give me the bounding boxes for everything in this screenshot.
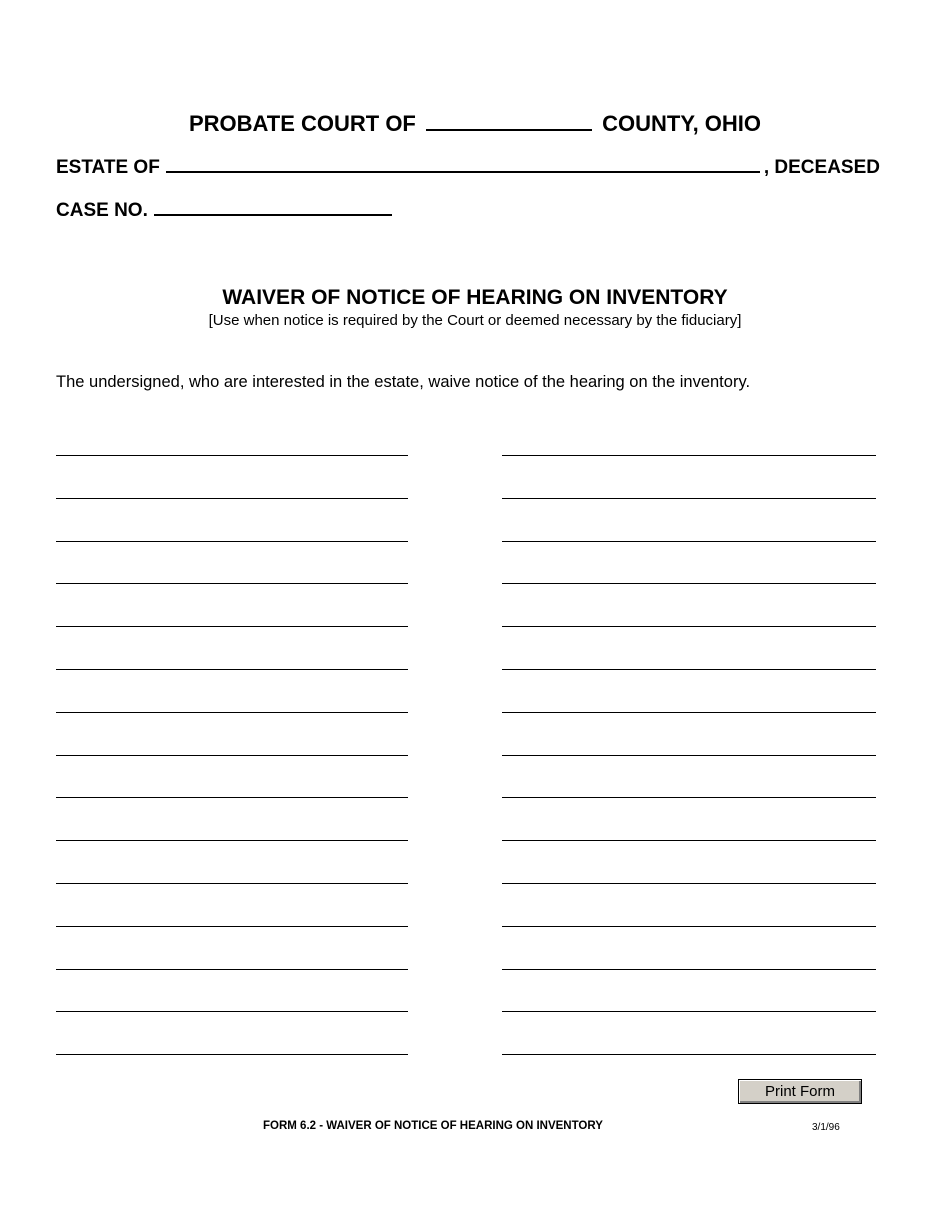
- signature-line-right[interactable]: [502, 541, 876, 542]
- court-suffix: COUNTY, OHIO: [602, 111, 762, 136]
- case-number-field[interactable]: [154, 200, 392, 216]
- signature-line-right[interactable]: [502, 926, 876, 927]
- signature-line-right[interactable]: [502, 498, 876, 499]
- signature-line-left[interactable]: [56, 583, 408, 584]
- estate-line: [56, 157, 880, 179]
- signature-line-left[interactable]: [56, 883, 408, 884]
- signature-line-right[interactable]: [502, 755, 876, 756]
- footer-form-name: FORM 6.2 - WAIVER OF NOTICE OF HEARING ON INVENTORY: [263, 1120, 603, 1132]
- signature-line-right[interactable]: [502, 712, 876, 713]
- signature-line-right[interactable]: [502, 1011, 876, 1012]
- signature-line-right[interactable]: [502, 969, 876, 970]
- form-title: WAIVER OF NOTICE OF HEARING ON INVENTORY: [222, 286, 728, 309]
- estate-name-field[interactable]: [166, 157, 760, 173]
- signature-line-right[interactable]: [502, 1054, 876, 1055]
- signature-line-left[interactable]: [56, 797, 408, 798]
- signature-line-left[interactable]: [56, 755, 408, 756]
- signature-line-left[interactable]: [56, 840, 408, 841]
- case-line: [56, 200, 392, 222]
- county-field[interactable]: [426, 128, 592, 131]
- case-label: CASE NO.: [56, 200, 148, 221]
- signature-line-right[interactable]: [502, 840, 876, 841]
- signature-line-left[interactable]: [56, 498, 408, 499]
- print-form-button[interactable]: Print Form: [738, 1079, 862, 1104]
- signature-line-right[interactable]: [502, 455, 876, 456]
- signature-line-left[interactable]: [56, 1054, 408, 1055]
- signature-line-left[interactable]: [56, 1011, 408, 1012]
- signature-line-left[interactable]: [56, 626, 408, 627]
- signature-line-right[interactable]: [502, 583, 876, 584]
- form-subtitle: [Use when notice is required by the Court or deemed necessary by the fiduciary]: [208, 312, 742, 329]
- waiver-statement: The undersigned, who are interested in the estate, waive notice of the hearing on the inventory.: [56, 373, 751, 391]
- signature-line-right[interactable]: [502, 669, 876, 670]
- court-prefix: PROBATE COURT OF: [188, 111, 416, 136]
- signature-line-right[interactable]: [502, 797, 876, 798]
- signature-line-left[interactable]: [56, 712, 408, 713]
- footer-date: 3/1/96: [812, 1122, 840, 1133]
- court-heading: [0, 111, 950, 137]
- signature-line-left[interactable]: [56, 969, 408, 970]
- estate-label: ESTATE OF: [56, 157, 160, 178]
- signature-line-left[interactable]: [56, 541, 408, 542]
- signature-line-left[interactable]: [56, 669, 408, 670]
- signature-line-left[interactable]: [56, 455, 408, 456]
- signature-line-right[interactable]: [502, 883, 876, 884]
- signature-line-right[interactable]: [502, 626, 876, 627]
- signature-line-left[interactable]: [56, 926, 408, 927]
- deceased-label: , DECEASED: [763, 157, 880, 178]
